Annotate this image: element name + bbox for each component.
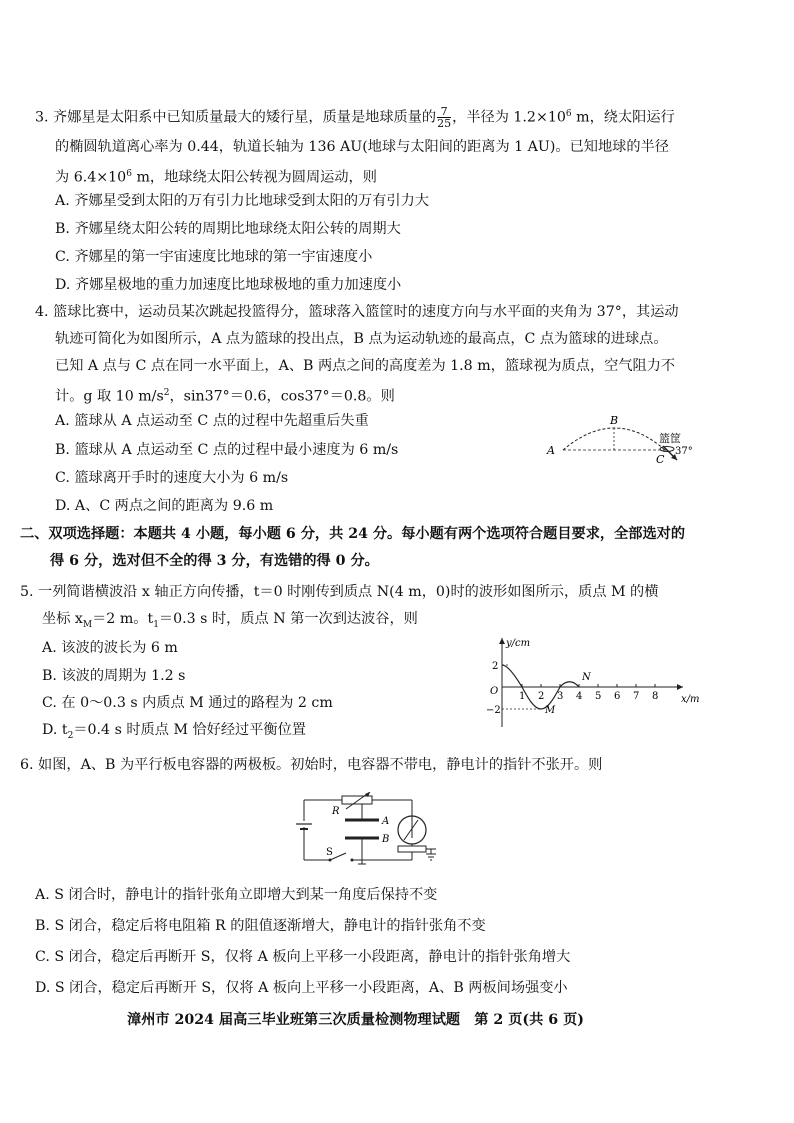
x-tick-label: 2: [538, 691, 545, 702]
subscript: 2: [67, 730, 74, 741]
q4-text: ，sin37°＝0.6，cos37°＝0.8。则: [169, 388, 395, 405]
q4-option-b: B. 篮球从 A 点运动至 C 点的过程中最小速度为 6 m/s: [55, 442, 399, 458]
q6-stem: 6. 如图，A、B 为平行板电容器的两极板。初始时，电容器不带电，静电计的指针不张开。则: [20, 757, 603, 773]
x-tick-label: 8: [652, 691, 659, 702]
y-axis-label: y/cm: [506, 638, 531, 649]
q3-stem-line-1: [35, 104, 675, 129]
angle-label: 37°: [675, 446, 693, 457]
wave-graph-figure: [478, 632, 708, 732]
q3-stem-line-3: [55, 164, 377, 188]
resistor-label: R: [332, 806, 340, 817]
x-axis-label: x/m: [681, 694, 700, 705]
exponent: 6: [126, 169, 132, 179]
trajectory-arc: [563, 428, 665, 450]
q4-option-a: A. 篮球从 A 点运动至 C 点的过程中先超重后失重: [55, 413, 369, 429]
point-c-label: C: [656, 453, 665, 466]
q3-option-d: D. 齐娜星极地的重力加速度比地球极地的重力加速度小: [55, 277, 402, 293]
q3-option-c: C. 齐娜星的第一宇宙速度比地球的第一宇宙速度小: [55, 249, 373, 265]
q5-option-a: A. 该波的波长为 6 m: [42, 640, 178, 656]
point-b-label: B: [610, 414, 619, 427]
page-footer: 漳州市 2024 届高三毕业班第三次质量检测物理试题 第 2 页(共 6 页): [127, 1012, 584, 1028]
q3-stem-line-2: 的椭圆轨道离心率为 0.44，轨道长轴为 136 AU(地球与太阳间的距离为 1 AU)。已知地球的半径: [55, 139, 669, 155]
section-2-heading: 二、双项选择题：本题共 4 小题，每小题 6 分，共 24 分。每小题有两个选项符合题目要求，全部选对的: [20, 526, 686, 542]
q3-fraction: [437, 106, 451, 129]
x-tick-label: 5: [595, 691, 602, 702]
x-tick-label: 3: [557, 691, 564, 702]
point-m-label: M: [545, 705, 556, 716]
origin-label: O: [490, 686, 499, 697]
q3-text: ，半径为 1.2×10: [452, 109, 566, 126]
basketball-trajectory-figure: [535, 412, 705, 472]
q6-option-b: B. S 闭合，稳定后将电阻箱 R 的阻值逐渐增大，静电计的指针张角不变: [35, 918, 486, 934]
q4-text: 计。g 取 10 m/s: [55, 388, 164, 405]
q5-text: D. t: [42, 722, 68, 738]
y-axis-arrow: [499, 638, 505, 644]
q5-text: ＝2 m。t: [92, 611, 154, 627]
q5-text: ＝0.4 s 时质点 M 恰好经过平衡位置: [73, 722, 306, 738]
exponent: 6: [565, 109, 572, 119]
x-axis-arrow: [677, 684, 683, 690]
q4-stem-line-3: 已知 A 点与 C 点在同一水平面上，A、B 两点之间的高度差为 1.8 m，篮球视为质点，空气阻力不: [55, 358, 676, 374]
x-tick-label: 4: [576, 691, 583, 702]
q4-option-c: C. 篮球离开手时的速度大小为 6 m/s: [55, 470, 289, 486]
q5-option-c: C. 在 0～0.3 s 内质点 M 通过的路程为 2 cm: [42, 695, 333, 711]
q4-stem-line-2: 轨迹可简化为如图所示，A 点为篮球的投出点，B 点为运动轨迹的最高点，C 点为篮球的进球点。: [55, 331, 668, 347]
q5-text: 坐标 x: [42, 611, 83, 627]
q3-text: m，绕太阳运行: [571, 109, 675, 126]
capacitor-circuit-figure: [290, 792, 450, 866]
q3-text: 3. 齐娜星是太阳系中已知质量最大的矮行星，质量是地球质量的: [35, 109, 437, 126]
electrometer-base: [398, 846, 426, 852]
basket-label: 篮筐: [659, 432, 681, 445]
q4-option-d: D. A、C 两点之间的距离为 9.6 m: [55, 498, 274, 514]
fraction-numerator: 7: [437, 106, 451, 118]
q3-text: 为 6.4×10: [55, 169, 127, 186]
plate-a-label: A: [382, 816, 390, 827]
q3-option-b: B. 齐娜星绕太阳公转的周期比地球绕太阳公转的周期大: [55, 221, 401, 237]
point-n-label: N: [582, 672, 591, 683]
plate-b-label: B: [382, 834, 390, 845]
y-negative-label: −2: [486, 705, 501, 716]
q4-stem-line-1: 4. 篮球比赛中，运动员某次跳起投篮得分，篮球落入篮筐时的速度方向与水平面的夹角为 37°，其运动: [35, 304, 679, 320]
q6-option-c: C. S 闭合，稳定后再断开 S，仅将 A 板向上平移一小段距离，静电计的指针张角增大: [35, 949, 571, 965]
x-tick-label: 6: [614, 691, 621, 702]
q3-option-a: A. 齐娜星受到太阳的万有引力比地球受到太阳的万有引力大: [55, 193, 429, 209]
q5-stem-line-2: [42, 609, 418, 635]
q6-option-d: D. S 闭合，稳定后再断开 S，仅将 A 板向上平移一小段距离，A、B 两板间场强变小: [35, 980, 568, 996]
x-tick-label: 1: [519, 691, 526, 702]
q6-option-a: A. S 闭合时，静电计的指针张角立即增大到某一角度后保持不变: [35, 887, 438, 903]
y-positive-label: 2: [492, 661, 499, 672]
switch-terminal: [351, 859, 354, 862]
exponent: 2: [163, 388, 170, 398]
section-2-heading-line-2: 得 6 分，选对但不全的得 3 分，有选错的得 0 分。: [50, 553, 379, 569]
subscript: 1: [153, 619, 159, 630]
q4-stem-line-4: [55, 383, 395, 407]
subscript: M: [82, 619, 93, 630]
q5-stem-line-1: 5. 一列简谐横波沿 x 轴正方向传播，t＝0 时刚传到质点 N(4 m，0)时的波形如图所示，质点 M 的横: [20, 584, 659, 600]
x-tick-label: 7: [633, 691, 640, 702]
q3-text: m，地球绕太阳公转视为圆周运动，则: [131, 169, 377, 186]
fraction-denominator: 25: [437, 117, 452, 131]
q5-option-b: B. 该波的周期为 1.2 s: [42, 668, 186, 684]
switch-label: S: [326, 847, 333, 858]
point-a-label: A: [547, 444, 555, 457]
resistor-box: [342, 796, 372, 804]
q5-text: ＝0.3 s 时，质点 N 第一次到达波谷，则: [158, 611, 418, 627]
q5-option-d: [42, 720, 306, 746]
